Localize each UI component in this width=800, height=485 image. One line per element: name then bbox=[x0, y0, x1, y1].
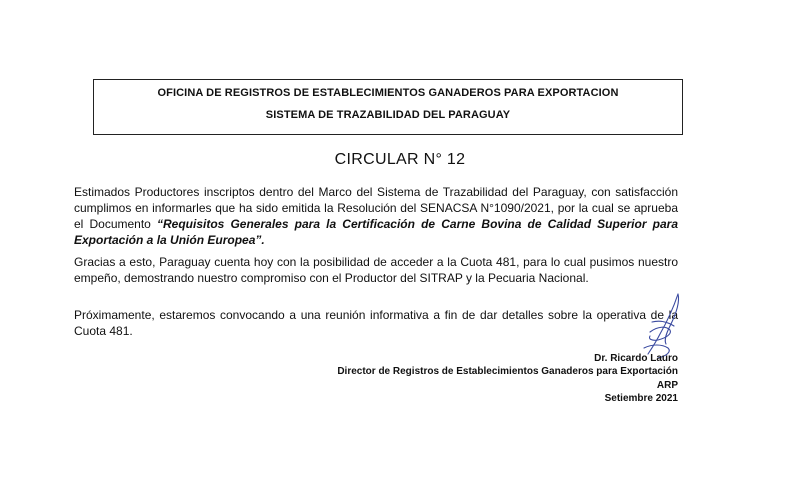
paragraph-meeting: Próximamente, estaremos convocando a una reunión informativa a fin de dar detalles sobre la operativa de la Cuota 481. bbox=[74, 308, 678, 338]
header-box bbox=[93, 79, 683, 135]
paragraph-intro bbox=[74, 184, 678, 248]
paragraph-quota: Gracias a esto, Paraguay cuenta hoy con la posibilidad de acceder a la Cuota 481, para lo cual pusimos nuestro empeño, demostrando nuestro compromiso con el Productor del SITRAP y la Pecuaria Nacional. bbox=[74, 255, 678, 285]
signer-role: Director de Registros de Establecimientos Ganaderos para Exportación bbox=[337, 366, 678, 378]
document-title-emphasis: “Requisitos Generales para la Certificación de Carne Bovina de Calidad Superior para Exportación a la Unión Europea”. bbox=[74, 217, 678, 247]
signer-org: ARP bbox=[656, 379, 678, 391]
signature-date: Setiembre 2021 bbox=[604, 393, 678, 405]
circular-title: CIRCULAR N° 12 bbox=[334, 151, 466, 168]
signer-name: Dr. Ricardo Lauro bbox=[594, 353, 678, 364]
system-name: SISTEMA DE TRAZABILIDAD DEL PARAGUAY bbox=[265, 109, 511, 121]
paragraph-intro-text: Estimados Productores inscriptos dentro del Marco del Sistema de Trazabilidad del Paraguay, con satisfacción cumplimos en informarles que ha sido emitida la Resolución del SENACSA N°1090/2021, por la cual se aprueba el Documento bbox=[74, 185, 678, 231]
signature-block bbox=[337, 352, 678, 406]
office-name: OFICINA DE REGISTROS DE ESTABLECIMIENTOS GANADEROS PARA EXPORTACION bbox=[157, 87, 619, 99]
